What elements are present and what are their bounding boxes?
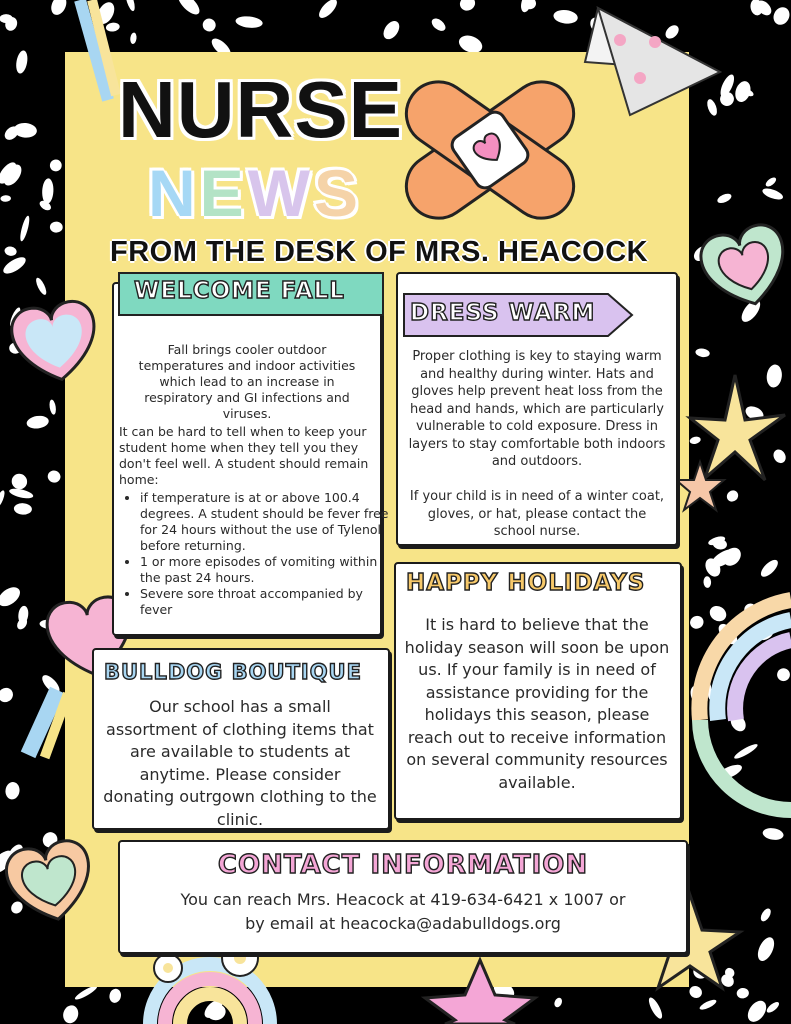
news-letter: N <box>148 156 200 230</box>
welcome-fall-paragraph: It can be hard to tell when to keep your student home when they tell you they don't feel well. A student should remain home: <box>119 424 369 487</box>
title-nurse: NURSE <box>118 65 404 154</box>
news-letter: W <box>247 156 314 230</box>
contact-line-phone: You can reach Mrs. Heacock at 419-634-6421 x 1007 or <box>180 890 626 909</box>
heart-icon-bottom-left <box>2 837 98 928</box>
subtitle: FROM THE DESK OF MRS. HEACOCK <box>110 236 649 268</box>
stay-home-list <box>114 490 396 618</box>
dress-warm-section <box>396 272 678 546</box>
paper-plane-icon <box>585 8 720 115</box>
bulldog-boutique-section <box>92 648 390 830</box>
list-item: • if temperature is at or above 100.4 degrees. A student should be fever free for 24 hours without the use of Tylenol before returning. <box>140 490 396 554</box>
happy-holidays-paragraph: It is hard to believe that the holiday season will soon be upon us. If your family is in need of assistance providing for the holidays this season, please reach out to receive information on several community resources available. <box>404 615 670 792</box>
happy-holidays-section <box>394 562 682 820</box>
news-letter: E <box>199 156 248 230</box>
happy-holidays-heading: HAPPY HOLIDAYS <box>406 570 646 596</box>
contact-line-email: by email at heacocka@adabulldogs.org <box>245 914 561 933</box>
dress-warm-heading: DRESS WARM <box>410 300 596 326</box>
contact-information-section <box>118 840 688 954</box>
title-news <box>148 156 363 230</box>
bulldog-boutique-heading: BULLDOG BOUTIQUE <box>104 660 362 684</box>
list-item: • Severe sore throat accompanied by fever <box>140 586 396 618</box>
rainbow-streak-icon-top-left <box>80 0 116 100</box>
pink-star-icon <box>425 960 535 1024</box>
dress-warm-paragraph: Proper clothing is key to staying warm and healthy during winter. Hats and gloves help prevent heat loss from the head and hands, which are particularly vulnerable to cold exposure. Dress in layers to stay comfortable both indoors and outdoors. <box>408 349 666 469</box>
heart-icon-right <box>696 220 791 314</box>
rainbow-icon-right <box>699 600 791 810</box>
welcome-fall-section <box>112 278 389 636</box>
welcome-fall-intro: Fall brings cooler outdoor temperatures and indoor activities which lead to an increase in respiratory and GI infections and viruses. <box>138 342 356 421</box>
news-letter: S <box>314 156 363 230</box>
star-icon-right <box>690 375 785 480</box>
rainbow-heart-icon-left <box>8 298 102 387</box>
bulldog-boutique-paragraph: Our school has a small assortment of clothing items that are available to students at anytime. Please consider donating outrgown clothing to the clinic. <box>103 697 377 829</box>
dress-warm-contact-paragraph: If your child is in need of a winter coat, gloves, or hat, please contact the school nurse. <box>409 489 665 539</box>
list-item: • 1 or more episodes of vomiting within the past 24 hours. <box>140 554 396 586</box>
welcome-fall-heading: WELCOME FALL <box>134 278 345 304</box>
contact-heading: CONTACT INFORMATION <box>217 850 589 880</box>
